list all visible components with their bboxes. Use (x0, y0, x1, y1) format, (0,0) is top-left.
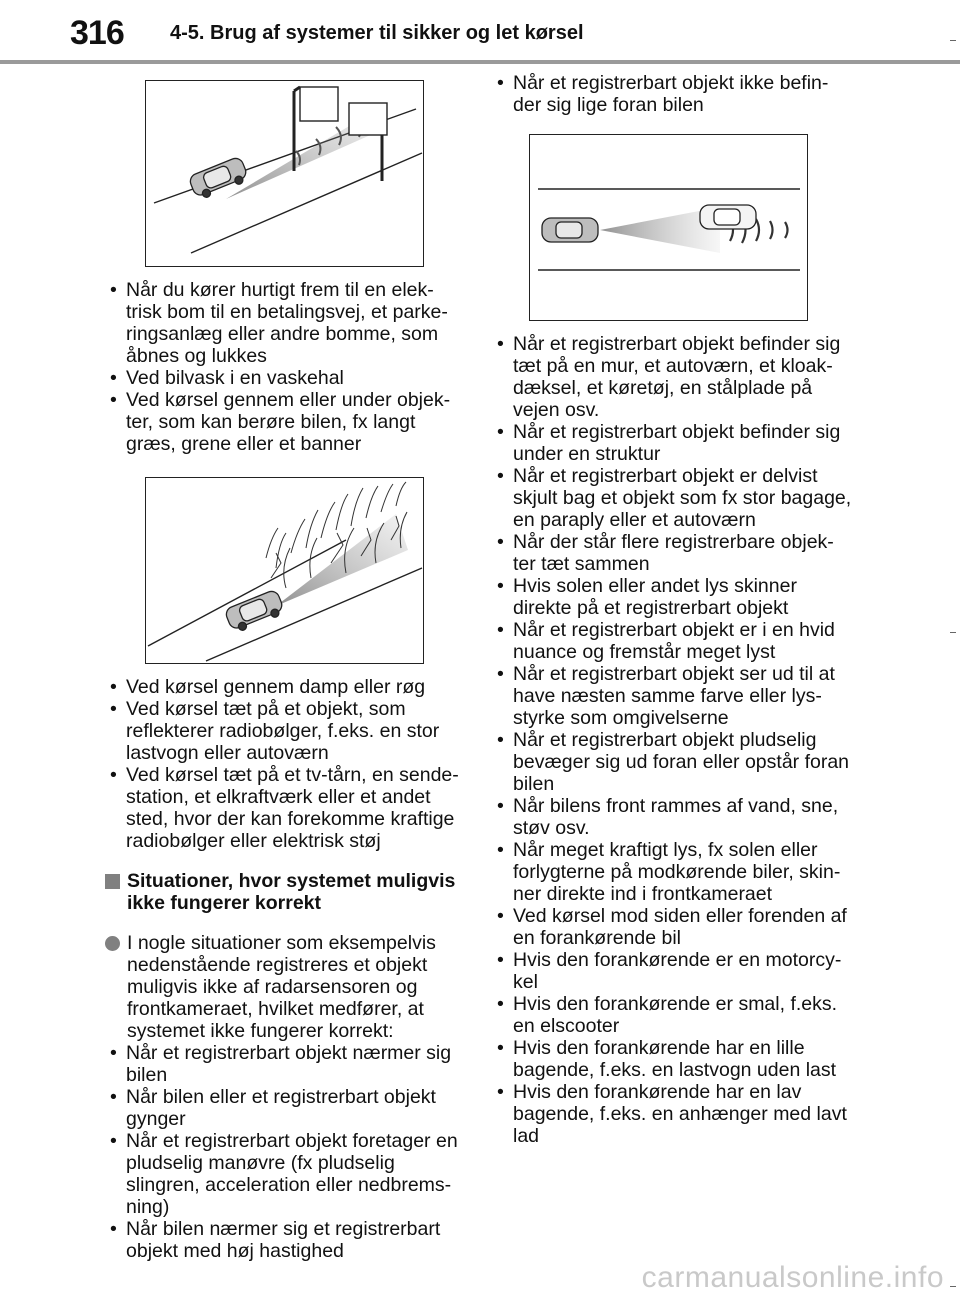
list-item: • Når et registrerbart objekt ser ud til at have næsten samme farve eller lys-styrke som omgivelserne (490, 663, 855, 729)
list-item: • Ved kørsel tæt på et objekt, som reflekterer radiobølger, f.eks. en stor lastvogn eller autoværn (103, 698, 468, 764)
offset-vehicle-illustration (530, 135, 807, 320)
intro-paragraph (103, 932, 468, 1042)
list-item: • Ved bilvask i en vaskehal (103, 367, 468, 389)
square-bullet-icon (105, 874, 120, 889)
list-item: • Hvis den forankørende er en motorcy-kel (490, 949, 855, 993)
list-item: • Når meget kraftigt lys, fx solen eller forlygterne på modkørende biler, skin-ner direkte ind i frontkameraet (490, 839, 855, 905)
toll-gate-illustration (146, 81, 423, 266)
list-item: • Hvis den forankørende har en lille bagende, f.eks. en lastvogn uden last (490, 1037, 855, 1081)
list-item: • Når bilens front rammes af vand, sne, støv osv. (490, 795, 855, 839)
edge-tick (950, 632, 956, 633)
bullet-list (490, 333, 855, 1147)
section-title: 4-5. Brug af systemer til sikker og let kørsel (170, 22, 584, 44)
grass-illustration (146, 478, 423, 663)
list-item: • Hvis den forankørende er smal, f.eks. en elscooter (490, 993, 855, 1037)
list-item: • Ved kørsel tæt på et tv-tårn, en sende-station, et elkraftværk eller et andet sted, hvor der kan forekomme kraftige radiobølger eller elektrisk støj (103, 764, 468, 852)
left-column (103, 80, 468, 1262)
list-item: • Når et registrerbart objekt pludselig bevæger sig ud foran eller opstår foran bilen (490, 729, 855, 795)
figure-toll-gate (145, 80, 424, 267)
right-column (490, 72, 855, 1147)
list-item: • Når du kører hurtigt frem til en elek-trisk bom til en betalingsvej, et parke-ringsanlæg eller andre bomme, som åbnes og lukkes (103, 279, 468, 367)
list-item: • Hvis solen eller andet lys skinner direkte på et registrerbart objekt (490, 575, 855, 619)
list-item: • Ved kørsel gennem eller under objek-ter, som kan berøre bilen, fx langt græs, grene eller et banner (103, 389, 468, 455)
bullet-list (103, 1042, 468, 1262)
list-item: • Ved kørsel mod siden eller forenden af en forankørende bil (490, 905, 855, 949)
list-item: • Hvis den forankørende har en lav bagende, f.eks. en anhænger med lavt lad (490, 1081, 855, 1147)
bullet-list (103, 279, 468, 455)
bullet-list (490, 72, 855, 116)
list-item: • Når et registrerbart objekt befinder sig tæt på en mur, et autoværn, et kloak-dæksel, et køretøj, en stålplade på vejen osv. (490, 333, 855, 421)
edge-tick (950, 1286, 956, 1287)
list-item: • Når bilen eller et registrerbart objekt gynger (103, 1086, 468, 1130)
list-item: • Når et registrerbart objekt ikke befin-der sig lige foran bilen (490, 72, 855, 116)
list-item: • Når et registrerbart objekt nærmer sig bilen (103, 1042, 468, 1086)
figure-offset-vehicle (529, 134, 808, 321)
list-item: • Når bilen nærmer sig et registrerbart objekt med høj hastighed (103, 1218, 468, 1262)
subheading-text: Situationer, hvor systemet muligvis ikke fungerer korrekt (127, 870, 456, 914)
subheading (103, 870, 468, 914)
list-item: • Når et registrerbart objekt foretager en pludselig manøvre (fx pludselig slingren, acceleration eller nedbrems-ning) (103, 1130, 468, 1218)
intro-text: I nogle situationer som eksempelvis nedenstående registreres et objekt muligvis ikke af radarsensoren og frontkameraet, hvilket medfører, at systemet ikke fungerer korrekt: (127, 932, 436, 1042)
bullet-list (103, 676, 468, 852)
figure-grass (145, 477, 424, 664)
watermark: carmanualsonline.info (641, 1261, 944, 1294)
list-item: • Når et registrerbart objekt befinder sig under en struktur (490, 421, 855, 465)
header-rule (0, 60, 960, 64)
list-item: • Når der står flere registrerbare objek-ter tæt sammen (490, 531, 855, 575)
list-item: • Når et registrerbart objekt er i en hvid nuance og fremstår meget lyst (490, 619, 855, 663)
list-item: • Når et registrerbart objekt er delvist skjult bag et objekt som fx stor bagage, en paraply eller et autoværn (490, 465, 855, 531)
page-number: 316 (70, 14, 124, 52)
edge-tick (950, 40, 956, 41)
circle-bullet-icon (105, 936, 120, 951)
list-item: • Ved kørsel gennem damp eller røg (103, 676, 468, 698)
